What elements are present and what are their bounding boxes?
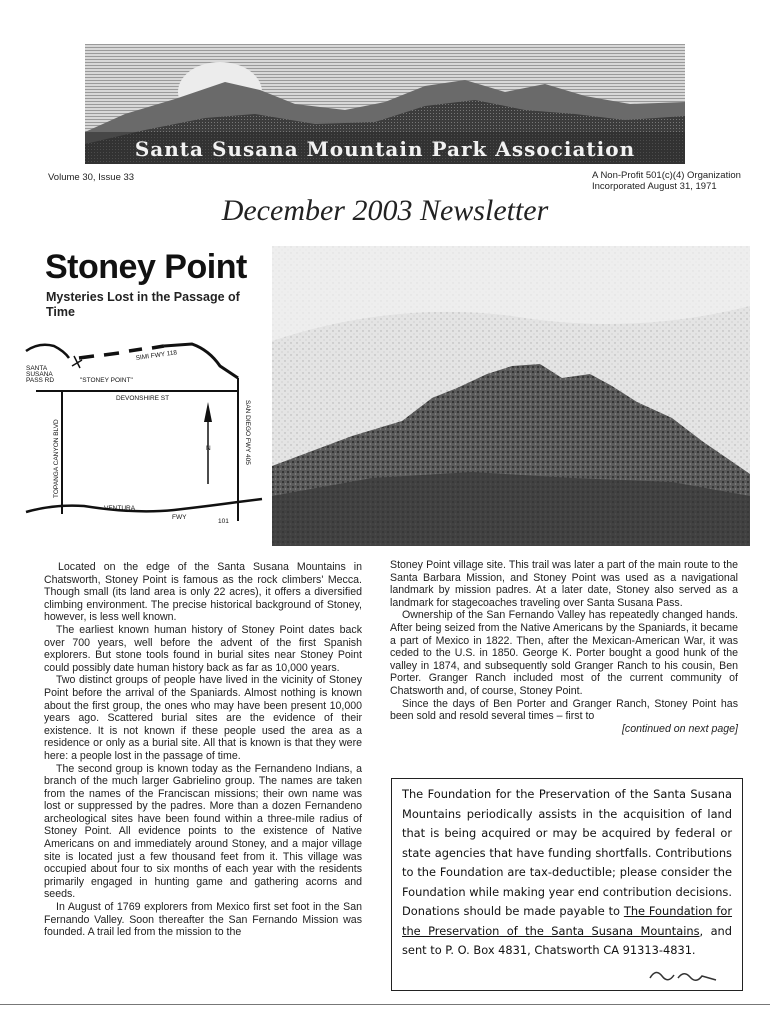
paragraph: In August of 1769 explorers from Mexico first set foot in the San Fernando Valley. Soon thereafter the San Fernando Mission was founded. A trail led from the mission to the [44,901,362,939]
foundation-text: The Foundation for the Preservation of the Santa Susana Mountains periodically assists in the acquisition of land that is being acquired or may be acquired by federal or state agencies that have funding shortfalls. Contributions to the Foundation are tax-deductible; please consider the Foundation while making year end contribution decisions. Donations should be made payable to [402,787,732,918]
map-label-pass: PASS RD [26,377,55,384]
paragraph: Stoney Point village site. This trail was later a part of the main route to the Santa Barbara Mission, and Stoney Point was used as a navigational landmark by mission padres. At a later date, Stoney also served as a landmark for stagecoaches traveling over Santa Susana Pass. [390,559,738,609]
paragraph: The second group is known today as the Fernandeno Indians, a branch of the much larger Gabrielino group. The names are taken from the names of the Franciscan missions; their own name was lost or suppressed by the padres. More than a dozen Fernandeno archeological sites have been found within a three-mile radius of Stoney Point. All evidence points to the existence of Native Americans on and immediately around Stoney, and a major village site is located just a few thousand feet from it. This village was occupied about four to six months of each year with the residents primarily engaged in hunting game and gathering acorns and seeds. [44,762,362,901]
article-subheadline: Mysteries Lost in the Passage of Time [46,290,240,319]
paragraph: The earliest known human history of Stoney Point dates back over 700 years, well before the advent of the first Spanish explorers. But stone tools found in burial sites near Stoney Point could possibly date human history back as far as 10,000 years. [44,623,362,674]
map-label-topanga: TOPANGA CANYON BLVD [53,419,60,498]
masthead-banner [85,44,685,164]
map-label-sandiego: SAN DIEGO FWY 405 [244,400,251,465]
article-column-right [390,559,738,735]
masthead-title: Santa Susana Mountain Park Association [134,137,636,161]
map-label-fwy: FWY [172,514,187,521]
handwritten-scribble-icon [648,966,718,984]
stoney-point-map [24,336,264,532]
map-label-north: N [206,445,211,452]
map-label-devonshire: DEVONSHIRE ST [116,395,170,402]
map-label-ventura: VENTURA [104,505,136,512]
foundation-notice-box [391,778,743,991]
paragraph: Located on the edge of the Santa Susana Mountains in Chatsworth, Stoney Point is famous as the rock climbers' Mecca. Though small (its land area is only 22 acres), it offers a diversified climbing environment. The precise historical background of Stoney, however, is less well known. [44,561,362,624]
paragraph: Since the days of Ben Porter and Granger Ranch, Stoney Point has been sold and resold several times – first to [390,697,738,723]
map-label-stoney: "STONEY POINT" [80,377,133,384]
volume-issue: Volume 30, Issue 33 [48,172,135,183]
footer-divider [0,1004,770,1005]
org-info [592,170,741,192]
stoney-point-photo [272,246,750,546]
map-label-101: 101 [218,518,229,525]
paragraph: Two distinct groups of people have lived in the vicinity of Stoney Point before the arrival of the Spaniards. Almost nothing is known about the first group, the ones who may have been present 10,000 years ago. Scattered burial sites are the evidence of their existence. It is not known if these people used the area as a residence or only as a burial site. All that is known is that they were here: a people lost in the passage of time. [44,674,362,762]
north-arrow-icon [204,402,212,422]
newsletter-title: December 2003 Newsletter [221,194,549,227]
foundation-address: , and sent to P. O. Box 4831, Chatsworth CA 91313-4831. [402,923,733,957]
map-label-hwy: SIMI FWY 118 [135,349,178,362]
continued-note: [continued on next page] [621,722,738,735]
map-label-susana: SUSANA [26,371,53,378]
foundation-payee: The Foundation for the Preservation of the Santa Susana Mountains [402,904,733,938]
org-status: A Non-Profit 501(c)(4) Organization [592,170,741,181]
article-headline: Stoney Point [45,248,247,286]
incorporated-date: Incorporated August 31, 1971 [592,181,717,192]
article-column-left [44,561,362,939]
map-label-santa: SANTA [26,365,48,372]
paragraph: Ownership of the San Fernando Valley has repeatedly changed hands. After being seized from the Native Americans by the Spaniards, it became a part of Mexico in 1822. Then, after the Mexican-American War, it was ceded to the U.S. in 1850. George K. Porter bought a good hunk of the valley in 1874, and subsequently sold Granger Ranch to his cousin, Ben Porter. Granger Ranch included most of the current community of Chatsworth and, of course, Stoney Point. [390,609,738,697]
